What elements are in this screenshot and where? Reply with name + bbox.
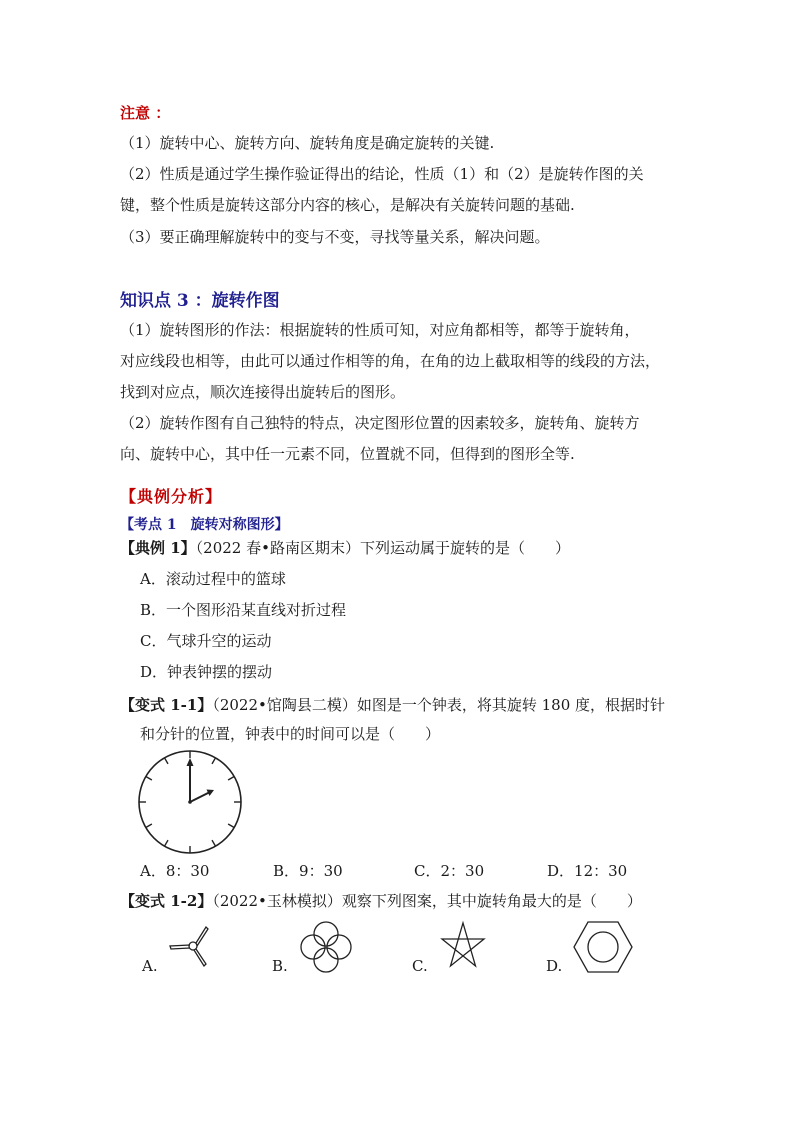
- variant-1-1-question: （2022•馆陶县二模）如图是一个钟表，将其旋转 180 度，根据时针: [212, 696, 666, 714]
- variant-1-2-option-d: D.: [546, 957, 563, 975]
- variant-1-1-option-a: A．8：30: [140, 862, 210, 880]
- example-1-option-c: C．气球升空的运动: [140, 632, 272, 650]
- section-title: 【典例分析】: [120, 487, 223, 506]
- star-figure: [438, 920, 488, 972]
- note-item-2-cont: 键，整个性质是旋转这部分内容的核心，是解决有关旋转问题的基础.: [120, 196, 575, 214]
- variant-1-2-question: （2022•玉林模拟）观察下列图案，其中旋转角最大的是（ ）: [212, 892, 642, 910]
- variant-1-1-stem-cont: 和分针的位置，钟表中的时间可以是（ ）: [140, 725, 441, 743]
- example-1-label: 【典例 1】: [120, 539, 196, 557]
- variant-1-2-label: 【变式 1-2】: [120, 892, 213, 910]
- knowledge-line-5: 向、旋转中心，其中任一元素不同，位置就不同，但得到的图形全等.: [120, 445, 575, 463]
- kaodian-1-title: 【考点 1 旋转对称图形】: [120, 517, 289, 533]
- hexagon-figure: [572, 919, 634, 975]
- example-1-option-a: A．滚动过程中的篮球: [140, 570, 286, 588]
- variant-1-1-option-b: B．9：30: [273, 862, 343, 880]
- example-1-option-d: D．钟表钟摆的摆动: [140, 663, 273, 681]
- three-blade-figure: [166, 921, 216, 973]
- example-1-option-b: B．一个图形沿某直线对折过程: [140, 601, 347, 619]
- variant-1-2-stem: [120, 894, 642, 909]
- variant-1-1-option-c: C．2：30: [414, 862, 485, 880]
- note-item-2: （2）性质是通过学生操作验证得出的结论，性质（1）和（2）是旋转作图的关: [120, 165, 644, 183]
- variant-1-2-option-c: C.: [412, 957, 428, 975]
- knowledge-point-3-title: 知识点 3 ：旋转作图: [120, 291, 280, 311]
- variant-1-2-option-a: A.: [142, 957, 158, 975]
- variant-1-1-option-d: D．12：30: [547, 862, 628, 880]
- knowledge-line-1: （1）旋转图形的作法：根据旋转的性质可知，对应角都相等，都等于旋转角，: [120, 321, 640, 339]
- variant-1-2-option-b: B.: [272, 957, 288, 975]
- variant-1-1-stem: [120, 698, 665, 713]
- example-1-question: （2022 春•路南区期末）下列运动属于旋转的是（ ）: [195, 539, 570, 557]
- variant-1-1-label: 【变式 1-1】: [120, 696, 213, 714]
- knowledge-line-4: （2）旋转作图有自己独特的特点，决定图形位置的因素较多，旋转角、旋转方: [120, 414, 640, 432]
- note-item-3: （3）要正确理解旋转中的变与不变，寻找等量关系，解决问题。: [120, 228, 550, 246]
- note-title: 注意 ：: [120, 104, 171, 122]
- clock-figure: [136, 748, 244, 856]
- note-item-1: （1）旋转中心、旋转方向、旋转角度是确定旋转的关键.: [120, 134, 495, 152]
- knowledge-line-3: 找到对应点，顺次连接得出旋转后的图形。: [120, 383, 406, 401]
- example-1-stem: [120, 541, 570, 556]
- four-petal-figure: [298, 919, 354, 975]
- knowledge-line-2: 对应线段也相等，由此可以通过作相等的角，在角的边上截取相等的线段的方法，: [120, 352, 661, 370]
